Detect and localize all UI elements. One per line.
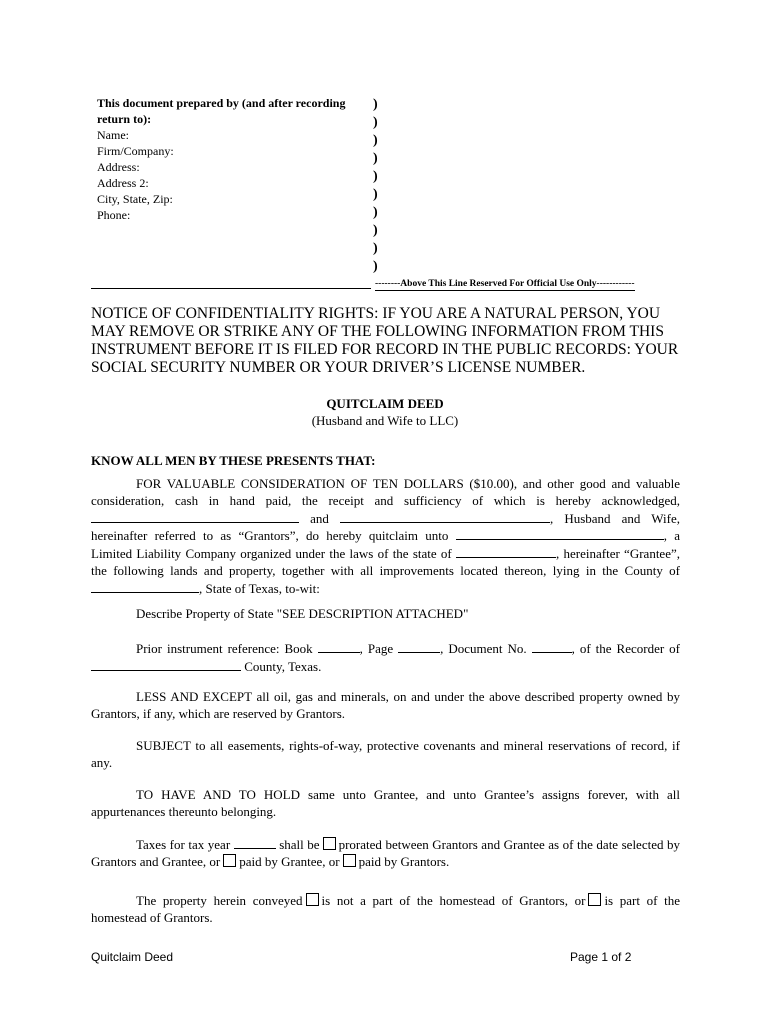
paren: ) bbox=[373, 151, 378, 166]
prior-instrument-paragraph bbox=[91, 640, 680, 676]
field-name-label: Name: bbox=[97, 128, 129, 142]
taxes-text-3: prorated between Grantors and Grantee as of the date selected by Grantors and Grantee, or bbox=[91, 837, 681, 869]
preparer-block bbox=[97, 95, 345, 223]
confidentiality-notice: NOTICE OF CONFIDENTIALITY RIGHTS: IF YOU ARE A NATURAL PERSON, YOU MAY REMOVE OR STRIKE ANY OF THE FOLLOWING INFORMATION FROM THIS INSTRUMENT BEFORE IT IS FILED FOR RECORD IN THE PUBLIC RECORDS: YOUR SOCIAL SECURITY NUMBER OR YOUR DRIVER’S LICENSE NUMBER. bbox=[91, 305, 679, 376]
is-homestead-checkbox[interactable] bbox=[588, 893, 601, 906]
subject-paragraph: SUBJECT to all easements, rights-of-way, protective covenants and mineral reservations of record, if any. bbox=[91, 738, 680, 770]
paren-column bbox=[373, 96, 378, 276]
less-except-paragraph: LESS AND EXCEPT all oil, gas and minerals, on and under the above described property owned by Grantors, if any, which are reserved by Grantors. bbox=[91, 689, 680, 721]
tax-year-blank[interactable] bbox=[234, 836, 276, 849]
paren: ) bbox=[373, 133, 378, 148]
grantor2-blank[interactable] bbox=[340, 510, 550, 523]
field-address2-label: Address 2: bbox=[97, 176, 149, 190]
consideration-text-3: , Husband and Wife, hereinafter referred to as “Grantors”, do hereby quitclaim unto bbox=[91, 510, 680, 544]
consideration-text-4: , a Limited Liability Company organized under the laws of the state of bbox=[91, 528, 680, 562]
consideration-paragraph bbox=[91, 476, 680, 598]
paren: ) bbox=[373, 187, 378, 202]
consideration-text-6: , State of Texas, to-wit: bbox=[199, 580, 320, 596]
paren: ) bbox=[373, 205, 378, 220]
footer-document-name: Quitclaim Deed bbox=[91, 950, 174, 964]
paren: ) bbox=[373, 259, 378, 274]
official-use-text: --------Above This Line Reserved For Official Use Only------------ bbox=[375, 279, 635, 289]
describe-property: Describe Property of State "SEE DESCRIPTION ATTACHED" bbox=[136, 606, 469, 621]
prior-text-4: , of the Recorder of bbox=[571, 641, 680, 656]
consideration-text-1: FOR VALUABLE CONSIDERATION OF TEN DOLLARS ($10.00), and other good and valuable consideration, cash in hand paid, the receipt and sufficiency of which is hereby acknowledged, bbox=[91, 476, 680, 508]
taxes-text-2: shall be bbox=[275, 837, 320, 852]
prorated-checkbox[interactable] bbox=[323, 837, 336, 850]
homestead-paragraph bbox=[91, 893, 680, 927]
paren: ) bbox=[373, 223, 378, 238]
consideration-text-5: , hereinafter “Grantee”, the following lands and property, together with all improvements located thereon, lying in the County of bbox=[91, 546, 680, 578]
homestead-text-2: is not a part of the homestead of Grantors, or bbox=[321, 893, 586, 908]
divider-line bbox=[91, 288, 371, 289]
prior-text-2: , Page bbox=[359, 641, 399, 656]
grantee-blank[interactable] bbox=[456, 527, 664, 540]
footer-page-number: Page 1 of 2 bbox=[570, 950, 632, 964]
county-blank[interactable] bbox=[91, 580, 199, 593]
recorder-county-blank[interactable] bbox=[91, 658, 241, 671]
field-address-label: Address: bbox=[97, 160, 140, 174]
paren: ) bbox=[373, 115, 378, 130]
state-blank[interactable] bbox=[456, 545, 556, 558]
paid-by-grantors-checkbox[interactable] bbox=[343, 854, 356, 867]
document-subtitle: (Husband and Wife to LLC) bbox=[311, 413, 459, 428]
page-blank[interactable] bbox=[398, 640, 440, 653]
document-title: QUITCLAIM DEED bbox=[326, 396, 444, 411]
homestead-text-1: The property herein conveyed bbox=[136, 893, 303, 908]
document-no-blank[interactable] bbox=[532, 640, 572, 653]
grantor1-blank[interactable] bbox=[91, 510, 299, 523]
consideration-text-2: and bbox=[299, 510, 340, 526]
field-phone-label: Phone: bbox=[97, 208, 131, 222]
paren: ) bbox=[373, 97, 378, 112]
field-city-label: City, State, Zip: bbox=[97, 192, 173, 206]
prior-text-5: County, Texas. bbox=[241, 658, 322, 674]
taxes-text-4: paid by Grantee, or bbox=[239, 853, 340, 869]
paren: ) bbox=[373, 241, 378, 256]
paren: ) bbox=[373, 169, 378, 184]
prior-text-1: Prior instrument reference: Book bbox=[136, 641, 318, 656]
taxes-text-5: paid by Grantors. bbox=[358, 853, 450, 869]
homestead-text-3: is part of the homestead of Grantors. bbox=[91, 893, 681, 925]
book-blank[interactable] bbox=[318, 640, 360, 653]
know-all-heading: KNOW ALL MEN BY THESE PRESENTS THAT: bbox=[91, 453, 376, 468]
official-use-line bbox=[375, 279, 635, 289]
taxes-text-1: Taxes for tax year bbox=[136, 837, 234, 852]
paid-by-grantee-checkbox[interactable] bbox=[223, 854, 236, 867]
field-firm-label: Firm/Company: bbox=[97, 144, 174, 158]
not-homestead-checkbox[interactable] bbox=[306, 893, 319, 906]
habendum-paragraph: TO HAVE AND TO HOLD same unto Grantee, and unto Grantee’s assigns forever, with all appurtenances thereunto belonging. bbox=[91, 787, 680, 819]
prior-text-3: , Document No. bbox=[440, 641, 532, 656]
prepared-by-line-1: This document prepared by (and after recording bbox=[97, 96, 346, 110]
prepared-by-line-2: return to): bbox=[97, 112, 152, 126]
taxes-paragraph bbox=[91, 836, 680, 871]
